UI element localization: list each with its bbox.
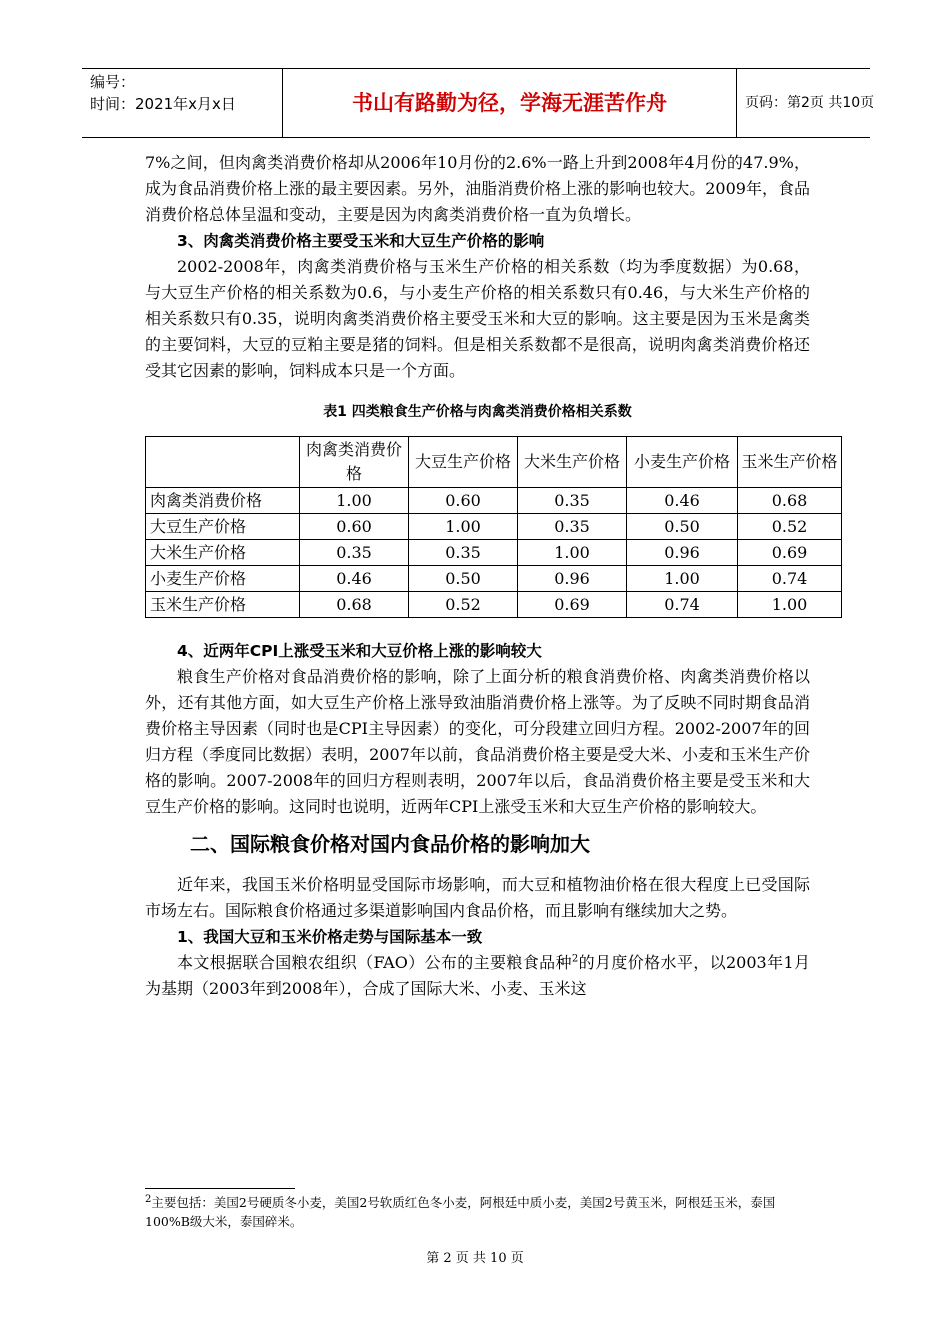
table-cell: 0.68 bbox=[300, 592, 409, 618]
table-row-label: 玉米生产价格 bbox=[146, 592, 300, 618]
table-cell: 1.00 bbox=[518, 540, 627, 566]
table-cell: 0.35 bbox=[518, 514, 627, 540]
table-cell: 0.52 bbox=[738, 514, 842, 540]
table-cell: 0.69 bbox=[518, 592, 627, 618]
header-page-info: 页码：第2页 共10页 bbox=[745, 95, 875, 111]
paragraph-fao-part1: 本文根据联合国粮农组织（FAO）公布的主要粮食品种 bbox=[177, 953, 572, 972]
table-cell: 0.74 bbox=[738, 566, 842, 592]
section-heading-4: 4、近两年CPI上涨受玉米和大豆价格上涨的影响较大 bbox=[177, 642, 542, 660]
header-number: 编号： bbox=[90, 73, 136, 91]
table-header-cell bbox=[146, 437, 300, 488]
table-cell: 0.96 bbox=[627, 540, 738, 566]
correlation-table bbox=[145, 436, 842, 618]
table-row bbox=[146, 566, 842, 592]
table-header-cell: 大豆生产价格 bbox=[409, 437, 518, 488]
paragraph-correlation: 2002-2008年，肉禽类消费价格与玉米生产价格的相关系数（均为季度数据）为0.68，与大豆生产价格的相关系数为0.6，与小麦生产价格的相关系数只有0.46，与大米生产价格的相关系数只有0.35，说明肉禽类消费价格主要受玉米和大豆的影响。这主要是因为玉米是禽类的主要饲料，大豆的豆粕主要是猪的饲料。但是相关系数都不是很高，说明肉禽类消费价格还受其它因素的影响，饲料成本只是一个方面。 bbox=[145, 257, 810, 380]
footnote bbox=[145, 1193, 810, 1231]
section-heading-1: 1、我国大豆和玉米价格走势与国际基本一致 bbox=[177, 928, 483, 946]
table-cell: 1.00 bbox=[627, 566, 738, 592]
footnote-divider bbox=[145, 1188, 295, 1189]
document-body bbox=[145, 150, 838, 1002]
footnote-mark: 2 bbox=[145, 1193, 152, 1205]
paragraph-continuation: 7%之间，但肉禽类消费价格却从2006年10月份的2.6%一路上升到2008年4月份的47.9%，成为食品消费价格上涨的最主要因素。另外，油脂消费价格上涨的影响也较大。2009年，食品消费价格总体呈温和变动，主要是因为肉禽类消费价格一直为负增长。 bbox=[145, 153, 810, 224]
page-header bbox=[82, 68, 875, 138]
page-footer: 第 2 页 共 10 页 bbox=[426, 1251, 524, 1266]
table-row bbox=[146, 592, 842, 618]
table-cell: 0.74 bbox=[627, 592, 738, 618]
table-header-cell: 小麦生产价格 bbox=[627, 437, 738, 488]
table-row-label: 大米生产价格 bbox=[146, 540, 300, 566]
table-caption: 表1 四类粮食生产价格与肉禽类消费价格相关系数 bbox=[323, 404, 632, 420]
table-cell: 0.52 bbox=[409, 592, 518, 618]
footnote-text: 主要包括：美国2号硬质冬小麦，美国2号软质红色冬小麦，阿根廷中质小麦，美国2号黄玉米，阿根廷玉米，泰国100%B级大米，泰国碎米。 bbox=[145, 1195, 776, 1229]
table-row bbox=[146, 488, 842, 514]
header-motto: 书山有路勤为径，学海无涯苦作舟 bbox=[282, 69, 737, 137]
table-row-label: 大豆生产价格 bbox=[146, 514, 300, 540]
table-cell: 0.46 bbox=[627, 488, 738, 514]
table-cell: 0.35 bbox=[518, 488, 627, 514]
table-cell: 1.00 bbox=[300, 488, 409, 514]
footnote-ref: 2 bbox=[571, 953, 579, 965]
paragraph-regression: 粮食生产价格对食品消费价格的影响，除了上面分析的粮食消费价格、肉禽类消费价格以外，还有其他方面，如大豆生产价格上涨导致油脂消费价格上涨等。为了反映不同时期食品消费价格主导因素（同时也是CPI主导因素）的变化，可分段建立回归方程。2002-2007年的回归方程（季度同比数据）表明，2007年以前，食品消费价格主要是受大米、小麦和玉米生产价格的影响。2007-2008年的回归方程则表明，2007年以后，食品消费价格主要是受玉米和大豆生产价格的影响。这同时也说明，近两年CPI上涨受玉米和大豆生产价格的影响较大。 bbox=[145, 667, 810, 816]
table-row bbox=[146, 514, 842, 540]
table-cell: 0.35 bbox=[409, 540, 518, 566]
table-row bbox=[146, 540, 842, 566]
table-cell: 0.96 bbox=[518, 566, 627, 592]
table-header-row bbox=[146, 437, 842, 488]
section-heading-3: 3、肉禽类消费价格主要受玉米和大豆生产价格的影响 bbox=[177, 232, 545, 250]
table-cell: 0.50 bbox=[627, 514, 738, 540]
table-cell: 0.68 bbox=[738, 488, 842, 514]
table-cell: 0.60 bbox=[409, 488, 518, 514]
table-header-cell: 大米生产价格 bbox=[518, 437, 627, 488]
table-cell: 0.46 bbox=[300, 566, 409, 592]
paragraph-international: 近年来，我国玉米价格明显受国际市场影响，而大豆和植物油价格在很大程度上已受国际市场左右。国际粮食价格通过多渠道影响国内食品价格，而且影响有继续加大之势。 bbox=[145, 875, 810, 920]
table-cell: 0.50 bbox=[409, 566, 518, 592]
header-meta bbox=[82, 69, 282, 137]
table-cell: 0.69 bbox=[738, 540, 842, 566]
table-row-label: 肉禽类消费价格 bbox=[146, 488, 300, 514]
paragraph-fao-part2: 的月度价格水平，以2003年1月为基期（2003年到2008年），合成了国际大米、小麦、玉米这 bbox=[145, 953, 810, 998]
table-row-label: 小麦生产价格 bbox=[146, 566, 300, 592]
table-cell: 1.00 bbox=[738, 592, 842, 618]
header-time: 时间：2021年x月x日 bbox=[90, 95, 236, 113]
paragraph-fao bbox=[145, 950, 810, 1002]
table-cell: 1.00 bbox=[409, 514, 518, 540]
table-header-cell: 玉米生产价格 bbox=[738, 437, 842, 488]
table-cell: 0.35 bbox=[300, 540, 409, 566]
chapter-heading-2: 二、国际粮食价格对国内食品价格的影响加大 bbox=[190, 832, 590, 856]
table-header-cell: 肉禽类消费价格 bbox=[300, 437, 409, 488]
table-cell: 0.60 bbox=[300, 514, 409, 540]
